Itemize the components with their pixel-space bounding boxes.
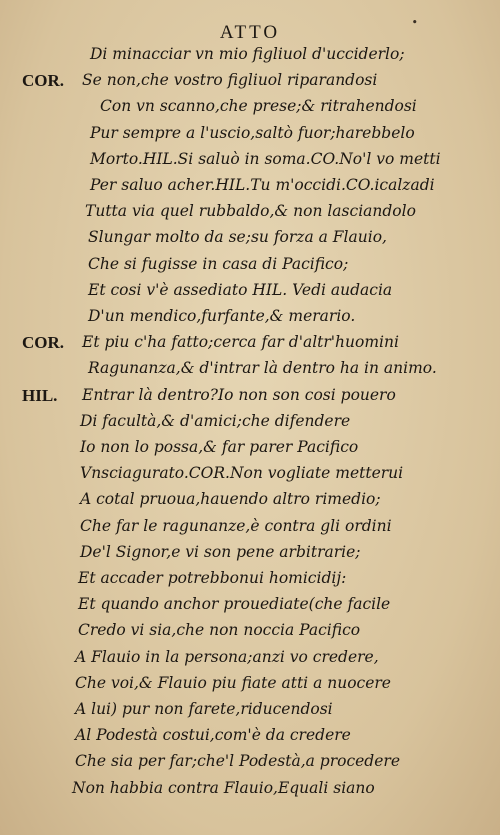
verse-text: Per saluo acher.HIL.Tu m'occidi.CO.icalzadi xyxy=(90,176,435,194)
text-line xyxy=(0,621,500,647)
text-line xyxy=(0,386,500,412)
text-line xyxy=(0,595,500,621)
text-line xyxy=(0,569,500,595)
verse-text: A lui) pur non farete,riducendosi xyxy=(75,700,333,718)
verse-text: Vnsciagurato.COR.Non vogliate metterui xyxy=(80,464,404,483)
speaker-label: COR. xyxy=(22,333,65,353)
verse-text: Et accader potrebbonui homicidij: xyxy=(78,569,347,587)
verse-text: Et cosi v'è assediato HIL. Vedi audacia xyxy=(88,280,393,299)
text-line xyxy=(0,228,500,254)
verse-text: Et piu c'ha fatto;cerca far d'altr'huomini xyxy=(82,333,399,352)
speaker-label: HIL. xyxy=(22,385,58,405)
verse-text: Morto.HIL.Si saluò in soma.CO.No'l vo metti xyxy=(90,149,441,168)
verse-text: Che sia per far;che'l Podestà,a procedere xyxy=(75,752,400,771)
text-line xyxy=(0,333,500,359)
verse-text: Entrar là dentro?Io non son cosi pouero xyxy=(82,385,396,404)
verse-text: Tutta via quel rubbaldo,& non lasciandolo xyxy=(85,202,416,221)
text-line xyxy=(0,752,500,778)
text-line xyxy=(0,490,500,516)
verse-text: Di facultà,& d'amici;che difendere xyxy=(80,411,351,430)
verse-text: Se non,che vostro figliuol riparandosi xyxy=(82,71,378,90)
verse-text: Che far le ragunanze,è contra gli ordini xyxy=(80,516,392,535)
verse-text: Di minacciar vn mio figliuol d'ucciderlo; xyxy=(90,45,405,63)
text-line xyxy=(0,97,500,123)
verse-text: Pur sempre a l'uscio,saltò fuor;harebbelo xyxy=(90,123,415,142)
verse-text: Al Podestà costui,com'è da credere xyxy=(75,726,351,745)
text-line xyxy=(0,281,500,307)
text-line xyxy=(0,464,500,490)
text-line xyxy=(0,517,500,543)
text-line xyxy=(0,124,500,150)
verse-text: D'un mendico,furfante,& merario. xyxy=(88,307,356,325)
verse-text: Che si fugisse in casa di Pacifico; xyxy=(88,254,349,273)
text-line xyxy=(0,700,500,726)
text-line xyxy=(0,779,500,805)
text-line xyxy=(0,674,500,700)
text-line xyxy=(0,176,500,202)
text-line xyxy=(0,726,500,752)
text-line xyxy=(0,45,500,71)
verse-text: Che voi,& Flauio piu fiate atti a nuocere xyxy=(75,673,391,692)
verse-text: Con vn scanno,che prese;& ritrahendosi xyxy=(100,97,417,116)
verse-text: Non habbia contra Flauio,Equali siano xyxy=(72,778,375,797)
text-line xyxy=(0,412,500,438)
verse-text: Ragunanza,& d'intrar là dentro ha in animo. xyxy=(88,359,437,378)
verse-text: Et quando anchor prouediate(che facile xyxy=(78,595,391,614)
verse-text: De'l Signor,e vi son pene arbitrarie; xyxy=(80,542,361,561)
text-line xyxy=(0,71,500,97)
verse-text: Io non lo possa,& far parer Pacifico xyxy=(80,438,359,456)
speaker-label: COR. xyxy=(22,71,65,91)
verse-text: A cotal pruoua,hauendo altro rimedio; xyxy=(80,490,381,509)
corner-mark: • xyxy=(411,16,418,29)
verse-text: A Flauio in la persona;anzi vo credere, xyxy=(75,647,379,666)
text-line xyxy=(0,648,500,674)
text-line xyxy=(0,202,500,228)
text-line xyxy=(0,255,500,281)
text-line xyxy=(0,543,500,569)
verse-text: Slungar molto da se;su forza a Flauio, xyxy=(88,228,387,247)
text-line xyxy=(0,438,500,464)
running-header: ATTO xyxy=(219,22,281,43)
text-line xyxy=(0,307,500,333)
text-line xyxy=(0,150,500,176)
verse-text: Credo vi sia,che non noccia Pacifico xyxy=(78,621,361,640)
text-line xyxy=(0,359,500,385)
